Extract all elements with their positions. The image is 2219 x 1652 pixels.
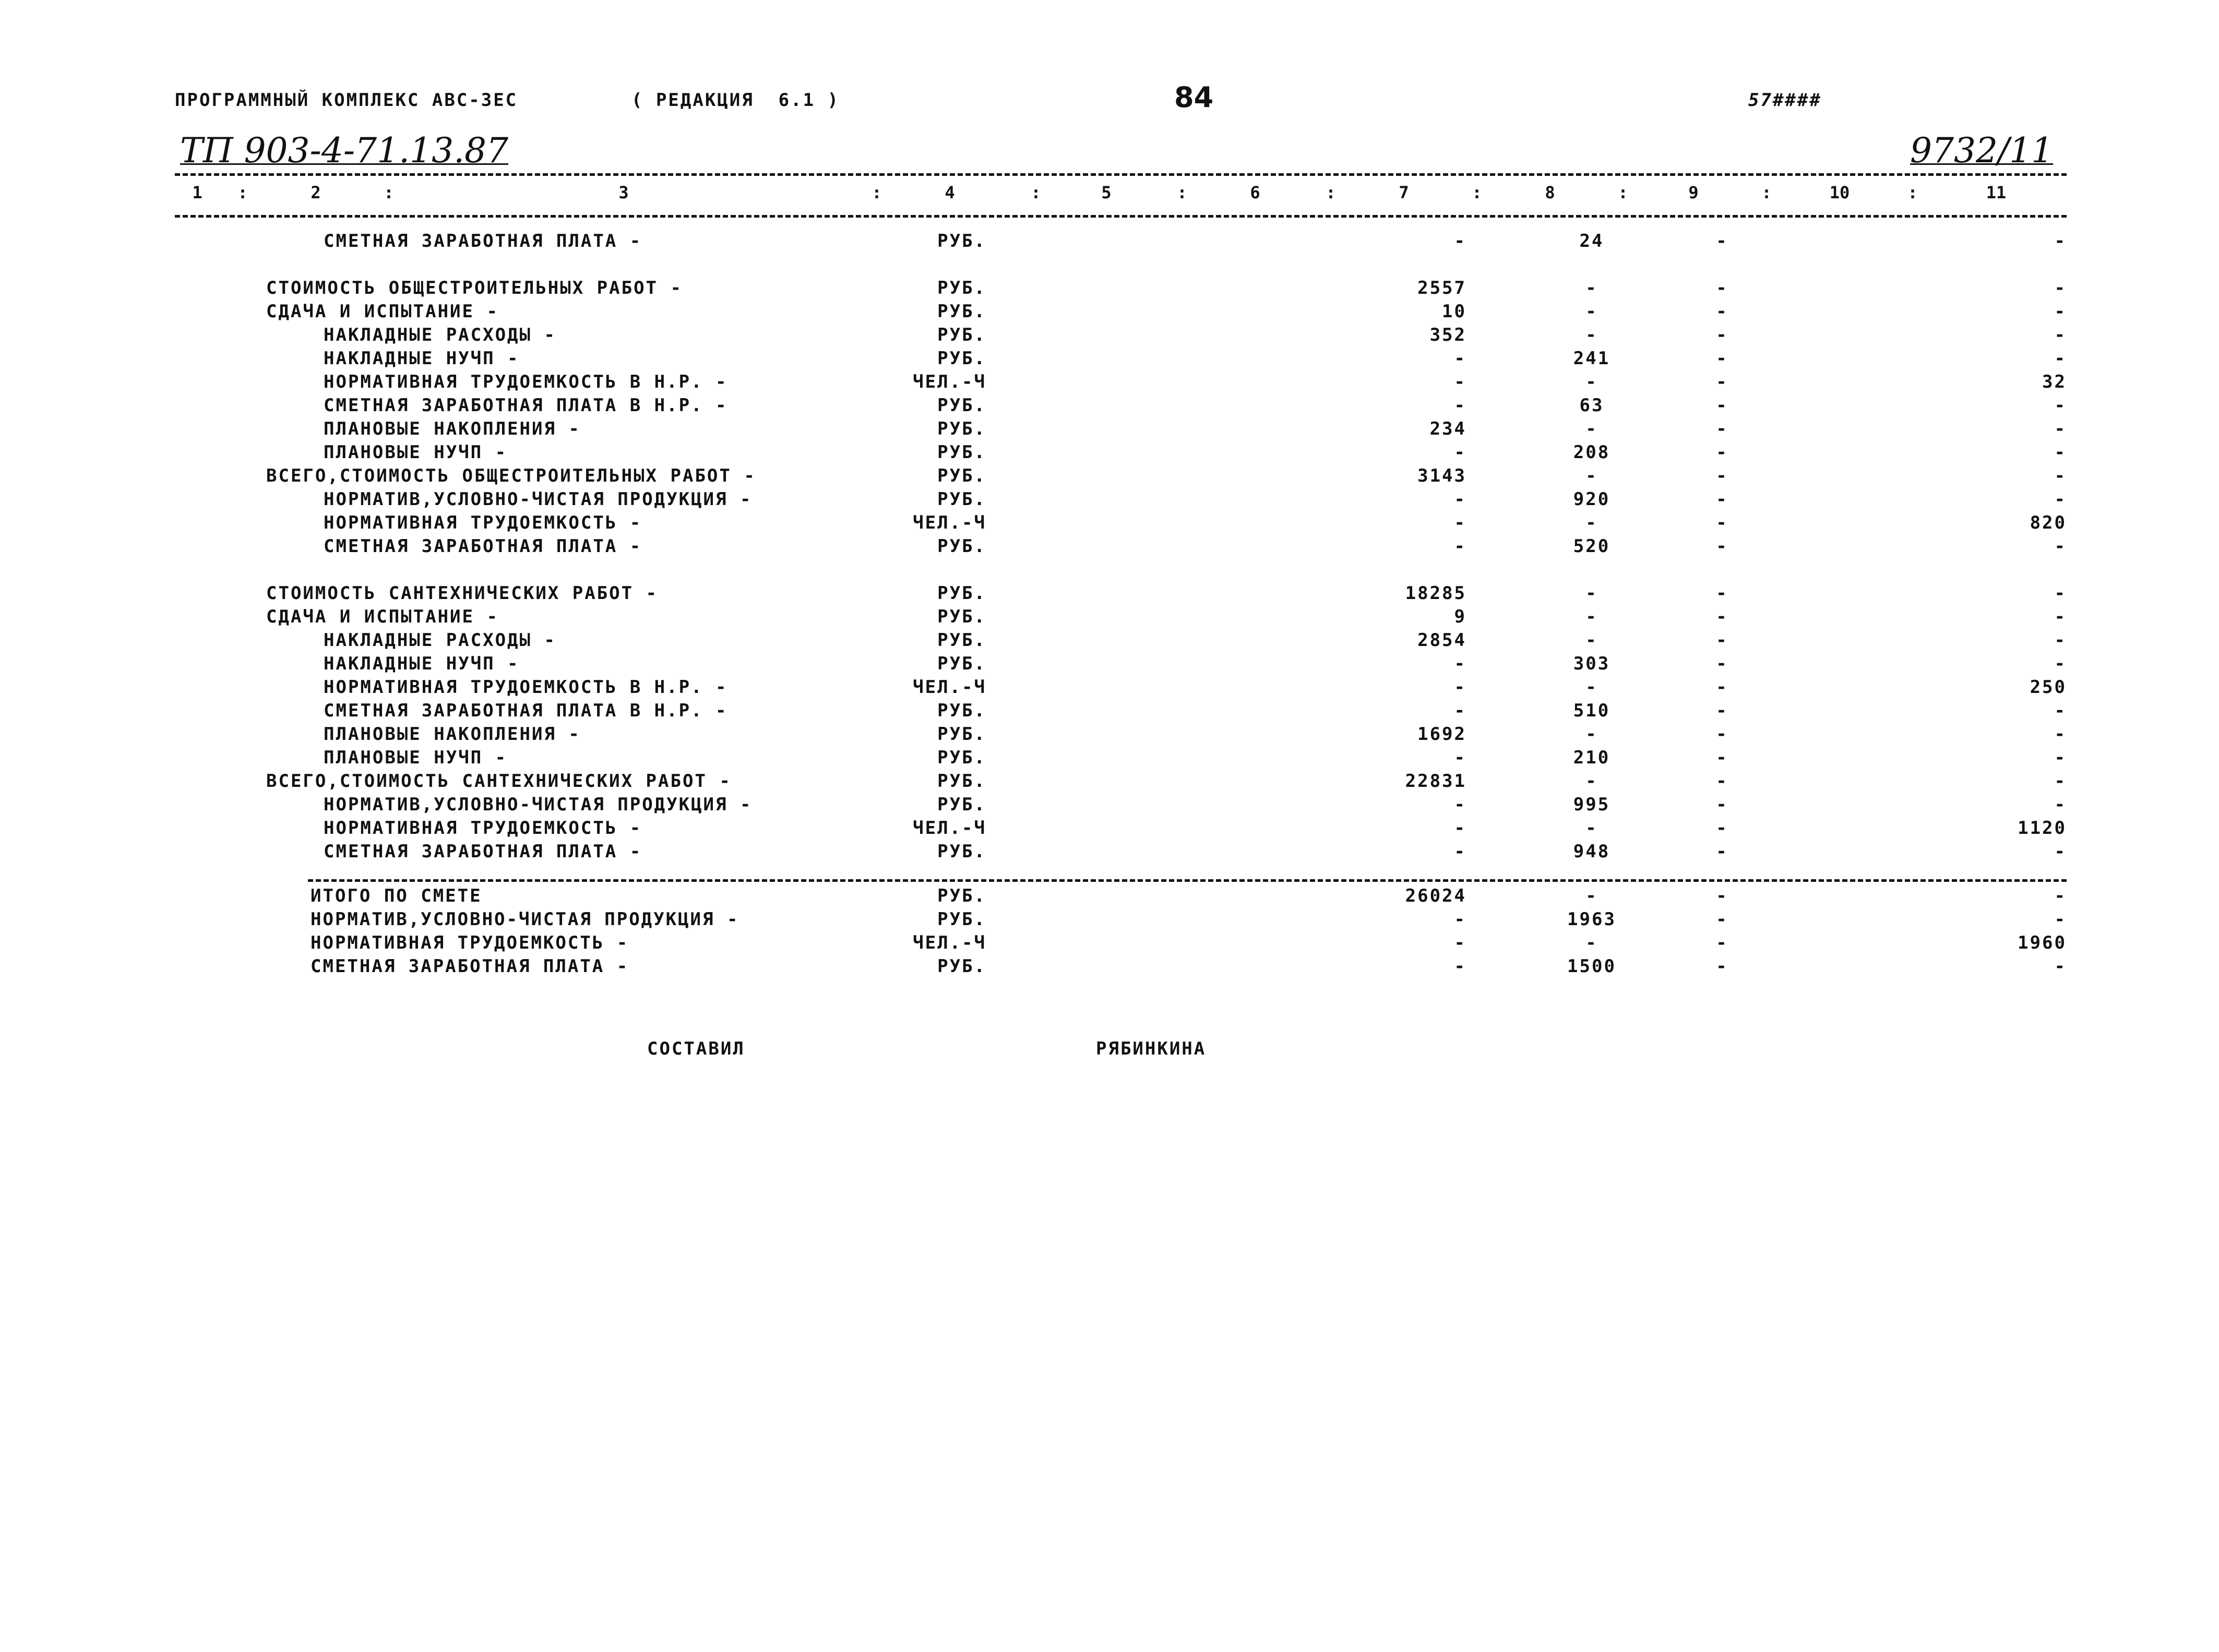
row-label: НОРМАТИВНАЯ ТРУДОЕМКОСТЬ - [311, 932, 629, 953]
row-col-7: - [1454, 700, 1466, 721]
table-row [0, 583, 2219, 606]
row-col-8: - [1585, 885, 1598, 906]
row-col-9: - [1716, 653, 1728, 674]
row-col-9: - [1716, 583, 1728, 604]
table-row [0, 489, 2219, 512]
row-col-7: - [1454, 395, 1466, 416]
row-unit: РУБ. [937, 442, 986, 463]
column-separator: : [1907, 183, 1918, 202]
row-unit: РУБ. [937, 747, 986, 768]
program-title: ПРОГРАММНЫЙ КОМПЛЕКС АВС-3ЕС [175, 90, 518, 111]
row-label: СМЕТНАЯ ЗАРАБОТНАЯ ПЛАТА - [324, 231, 642, 252]
row-col-8: 63 [1579, 395, 1604, 416]
row-col-11: 250 [2030, 677, 2067, 698]
column-separator: : [1326, 183, 1336, 202]
table-row [0, 536, 2219, 559]
row-col-11: - [2054, 794, 2067, 815]
row-col-7: 26024 [1405, 885, 1466, 906]
column-header-3: 3 [618, 183, 629, 202]
table-row [0, 677, 2219, 700]
row-col-8: - [1585, 418, 1598, 439]
row-col-8: 210 [1573, 747, 1610, 768]
row-col-9: - [1716, 231, 1728, 252]
row-col-9: - [1716, 442, 1728, 463]
row-col-7: - [1454, 489, 1466, 510]
row-col-7: - [1454, 818, 1466, 839]
document-number-left: ТП 903-4-71.13.87 [180, 130, 509, 171]
row-unit: РУБ. [937, 348, 986, 369]
row-unit: ЧЕЛ.-Ч [913, 372, 986, 392]
row-col-9: - [1716, 372, 1728, 392]
row-col-11: - [2054, 724, 2067, 745]
table-row [0, 512, 2219, 535]
row-col-8: - [1585, 512, 1598, 533]
row-col-8: - [1585, 630, 1598, 651]
row-unit: РУБ. [937, 325, 986, 345]
row-unit: РУБ. [937, 606, 986, 627]
row-unit: РУБ. [937, 841, 986, 862]
row-label: НАКЛАДНЫЕ РАСХОДЫ - [324, 630, 556, 651]
row-col-8: - [1585, 583, 1598, 604]
row-unit: РУБ. [937, 794, 986, 815]
row-label: ПЛАНОВЫЕ НУЧП - [324, 747, 508, 768]
row-col-9: - [1716, 932, 1728, 953]
row-unit: ЧЕЛ.-Ч [913, 512, 986, 533]
row-col-11: - [2054, 956, 2067, 977]
column-header-10: 10 [1829, 183, 1850, 202]
row-col-8: 948 [1573, 841, 1610, 862]
row-col-8: - [1585, 325, 1598, 345]
row-col-9: - [1716, 606, 1728, 627]
row-unit: РУБ. [937, 301, 986, 322]
row-col-9: - [1716, 700, 1728, 721]
table-row [0, 630, 2219, 653]
row-unit: ЧЕЛ.-Ч [913, 677, 986, 698]
row-label: ИТОГО ПО СМЕТЕ [311, 885, 482, 906]
row-unit: РУБ. [937, 724, 986, 745]
table-row [0, 231, 2219, 254]
row-col-8: 241 [1573, 348, 1610, 369]
row-col-9: - [1716, 841, 1728, 862]
table-row [0, 771, 2219, 794]
row-col-8: - [1585, 301, 1598, 322]
row-unit: ЧЕЛ.-Ч [913, 932, 986, 953]
row-unit: РУБ. [937, 700, 986, 721]
row-label: СМЕТНАЯ ЗАРАБОТНАЯ ПЛАТА - [324, 841, 642, 862]
table-row [0, 841, 2219, 864]
row-col-9: - [1716, 278, 1728, 298]
row-col-11: - [2054, 841, 2067, 862]
row-label: ВСЕГО,СТОИМОСТЬ ОБЩЕСТРОИТЕЛЬНЫХ РАБОТ - [266, 465, 756, 486]
column-header-6: 6 [1250, 183, 1260, 202]
table-row [0, 465, 2219, 488]
column-separator: : [1031, 183, 1041, 202]
row-col-11: - [2054, 325, 2067, 345]
row-col-11: - [2054, 653, 2067, 674]
column-header-1: 1 [192, 183, 202, 202]
table-row [0, 956, 2219, 979]
row-label: СДАЧА И ИСПЫТАНИЕ - [266, 301, 499, 322]
row-col-8: - [1585, 465, 1598, 486]
row-col-11: - [2054, 583, 2067, 604]
row-col-8: - [1585, 724, 1598, 745]
row-col-8: 510 [1573, 700, 1610, 721]
row-col-9: - [1716, 724, 1728, 745]
row-col-8: - [1585, 818, 1598, 839]
row-unit: РУБ. [937, 583, 986, 604]
row-col-9: - [1716, 909, 1728, 930]
row-unit: РУБ. [937, 885, 986, 906]
table-row [0, 909, 2219, 932]
row-col-8: 520 [1573, 536, 1610, 557]
column-separator: : [1618, 183, 1628, 202]
row-col-11: 820 [2030, 512, 2067, 533]
row-col-11: - [2054, 395, 2067, 416]
row-col-7: 3143 [1417, 465, 1466, 486]
column-header-11: 11 [1986, 183, 2007, 202]
row-label: ПЛАНОВЫЕ НУЧП - [324, 442, 508, 463]
table-row [0, 724, 2219, 747]
row-label: НАКЛАДНЫЕ НУЧП - [324, 348, 520, 369]
row-unit: ЧЕЛ.-Ч [913, 818, 986, 839]
row-col-11: - [2054, 442, 2067, 463]
composed-by-name: РЯБИНКИНА [1096, 1038, 1207, 1059]
row-col-8: 920 [1573, 489, 1610, 510]
table-row [0, 301, 2219, 324]
column-header-2: 2 [311, 183, 321, 202]
row-col-7: - [1454, 747, 1466, 768]
row-label: ПЛАНОВЫЕ НАКОПЛЕНИЯ - [324, 724, 581, 745]
row-col-7: - [1454, 932, 1466, 953]
row-label: НОРМАТИВ,УСЛОВНО-ЧИСТАЯ ПРОДУКЦИЯ - [311, 909, 739, 930]
table-row [0, 395, 2219, 418]
row-col-9: - [1716, 818, 1728, 839]
row-col-11: 32 [2042, 372, 2067, 392]
row-label: СМЕТНАЯ ЗАРАБОТНАЯ ПЛАТА В Н.Р. - [324, 700, 728, 721]
header-bottom-rule [175, 215, 2067, 218]
row-label: ВСЕГО,СТОИМОСТЬ САНТЕХНИЧЕСКИХ РАБОТ - [266, 771, 732, 792]
document-number-right: 9732/11 [1910, 130, 2054, 171]
row-unit: РУБ. [937, 653, 986, 674]
row-col-7: 22831 [1405, 771, 1466, 792]
column-separator: : [872, 183, 882, 202]
row-label: ПЛАНОВЫЕ НАКОПЛЕНИЯ - [324, 418, 581, 439]
row-col-11: - [2054, 418, 2067, 439]
row-col-7: - [1454, 841, 1466, 862]
row-col-7: - [1454, 442, 1466, 463]
row-label: НОРМАТИВНАЯ ТРУДОЕМКОСТЬ В Н.Р. - [324, 372, 728, 392]
row-col-9: - [1716, 395, 1728, 416]
table-row [0, 325, 2219, 348]
totals-rule [308, 879, 2067, 882]
row-unit: РУБ. [937, 771, 986, 792]
row-unit: РУБ. [937, 278, 986, 298]
row-col-11: - [2054, 747, 2067, 768]
row-col-8: 1500 [1567, 956, 1616, 977]
row-label: НОРМАТИВ,УСЛОВНО-ЧИСТАЯ ПРОДУКЦИЯ - [324, 489, 753, 510]
row-col-9: - [1716, 794, 1728, 815]
row-label: СМЕТНАЯ ЗАРАБОТНАЯ ПЛАТА - [324, 536, 642, 557]
column-header-row [0, 183, 2219, 203]
row-unit: РУБ. [937, 489, 986, 510]
row-col-7: - [1454, 956, 1466, 977]
row-col-7: - [1454, 536, 1466, 557]
row-col-9: - [1716, 885, 1728, 906]
row-unit: РУБ. [937, 630, 986, 651]
row-col-11: - [2054, 301, 2067, 322]
row-col-11: - [2054, 630, 2067, 651]
row-label: СМЕТНАЯ ЗАРАБОТНАЯ ПЛАТА В Н.Р. - [324, 395, 728, 416]
column-header-7: 7 [1399, 183, 1409, 202]
row-col-8: - [1585, 606, 1598, 627]
table-row [0, 747, 2219, 770]
row-col-9: - [1716, 512, 1728, 533]
row-col-9: - [1716, 771, 1728, 792]
row-col-9: - [1716, 301, 1728, 322]
row-label: НОРМАТИВНАЯ ТРУДОЕМКОСТЬ - [324, 512, 642, 533]
row-col-7: - [1454, 512, 1466, 533]
row-unit: РУБ. [937, 418, 986, 439]
column-separator: : [1472, 183, 1482, 202]
row-unit: РУБ. [937, 231, 986, 252]
row-col-9: - [1716, 536, 1728, 557]
row-col-8: - [1585, 278, 1598, 298]
row-col-8: 995 [1573, 794, 1610, 815]
row-label: НАКЛАДНЫЕ РАСХОДЫ - [324, 325, 556, 345]
row-col-7: - [1454, 653, 1466, 674]
row-col-7: - [1454, 794, 1466, 815]
table-row [0, 606, 2219, 629]
row-label: СТОИМОСТЬ ОБЩЕСТРОИТЕЛЬНЫХ РАБОТ - [266, 278, 683, 298]
row-label: НОРМАТИВНАЯ ТРУДОЕМКОСТЬ В Н.Р. - [324, 677, 728, 698]
row-col-7: 234 [1429, 418, 1466, 439]
row-label: СМЕТНАЯ ЗАРАБОТНАЯ ПЛАТА - [311, 956, 629, 977]
row-col-7: 10 [1442, 301, 1466, 322]
table-row [0, 932, 2219, 955]
row-col-9: - [1716, 677, 1728, 698]
row-col-7: - [1454, 348, 1466, 369]
document-code: 57#### [1748, 90, 1822, 111]
row-col-7: 2854 [1417, 630, 1466, 651]
row-col-7: 352 [1429, 325, 1466, 345]
column-header-4: 4 [945, 183, 955, 202]
row-col-11: 1120 [2018, 818, 2067, 839]
row-col-11: - [2054, 771, 2067, 792]
row-col-11: - [2054, 700, 2067, 721]
row-col-7: - [1454, 231, 1466, 252]
row-unit: РУБ. [937, 465, 986, 486]
row-col-9: - [1716, 465, 1728, 486]
row-col-11: - [2054, 465, 2067, 486]
row-unit: РУБ. [937, 536, 986, 557]
row-label: НАКЛАДНЫЕ НУЧП - [324, 653, 520, 674]
page-number: 84 [1174, 81, 1214, 114]
row-col-9: - [1716, 630, 1728, 651]
row-unit: РУБ. [937, 909, 986, 930]
row-col-7: - [1454, 372, 1466, 392]
row-col-7: 9 [1454, 606, 1466, 627]
table-row [0, 442, 2219, 465]
row-col-8: - [1585, 932, 1598, 953]
row-col-11: - [2054, 885, 2067, 906]
table-row [0, 653, 2219, 676]
row-label: СТОИМОСТЬ САНТЕХНИЧЕСКИХ РАБОТ - [266, 583, 659, 604]
table-row [0, 794, 2219, 817]
row-col-8: 208 [1573, 442, 1610, 463]
row-col-9: - [1716, 956, 1728, 977]
column-separator: : [1761, 183, 1772, 202]
row-col-7: - [1454, 677, 1466, 698]
row-col-11: - [2054, 278, 2067, 298]
row-unit: РУБ. [937, 395, 986, 416]
row-col-7: 18285 [1405, 583, 1466, 604]
row-col-8: 24 [1579, 231, 1604, 252]
row-col-9: - [1716, 489, 1728, 510]
row-col-11: - [2054, 489, 2067, 510]
edition-label: ( РЕДАКЦИЯ 6.1 ) [631, 90, 840, 111]
row-col-8: 1963 [1567, 909, 1616, 930]
row-col-8: - [1585, 372, 1598, 392]
composed-by-label: СОСТАВИЛ [647, 1038, 745, 1059]
column-separator: : [237, 183, 248, 202]
row-col-11: - [2054, 231, 2067, 252]
column-header-5: 5 [1101, 183, 1112, 202]
row-col-9: - [1716, 418, 1728, 439]
column-header-9: 9 [1688, 183, 1699, 202]
row-label: НОРМАТИВНАЯ ТРУДОЕМКОСТЬ - [324, 818, 642, 839]
table-row [0, 885, 2219, 908]
table-row [0, 348, 2219, 371]
table-row [0, 372, 2219, 394]
row-col-11: 1960 [2018, 932, 2067, 953]
column-separator: : [1177, 183, 1187, 202]
row-col-9: - [1716, 348, 1728, 369]
row-col-8: - [1585, 771, 1598, 792]
column-separator: : [384, 183, 394, 202]
header-top-rule [175, 173, 2067, 176]
row-col-7: 1692 [1417, 724, 1466, 745]
table-row [0, 700, 2219, 723]
table-row [0, 418, 2219, 441]
row-unit: РУБ. [937, 956, 986, 977]
row-col-11: - [2054, 606, 2067, 627]
row-col-7: 2557 [1417, 278, 1466, 298]
table-row [0, 278, 2219, 301]
column-header-8: 8 [1545, 183, 1555, 202]
row-col-11: - [2054, 348, 2067, 369]
row-col-8: - [1585, 677, 1598, 698]
row-col-11: - [2054, 909, 2067, 930]
row-col-7: - [1454, 909, 1466, 930]
table-row [0, 818, 2219, 841]
row-col-8: 303 [1573, 653, 1610, 674]
row-col-9: - [1716, 747, 1728, 768]
row-col-11: - [2054, 536, 2067, 557]
row-label: НОРМАТИВ,УСЛОВНО-ЧИСТАЯ ПРОДУКЦИЯ - [324, 794, 753, 815]
row-col-9: - [1716, 325, 1728, 345]
row-label: СДАЧА И ИСПЫТАНИЕ - [266, 606, 499, 627]
